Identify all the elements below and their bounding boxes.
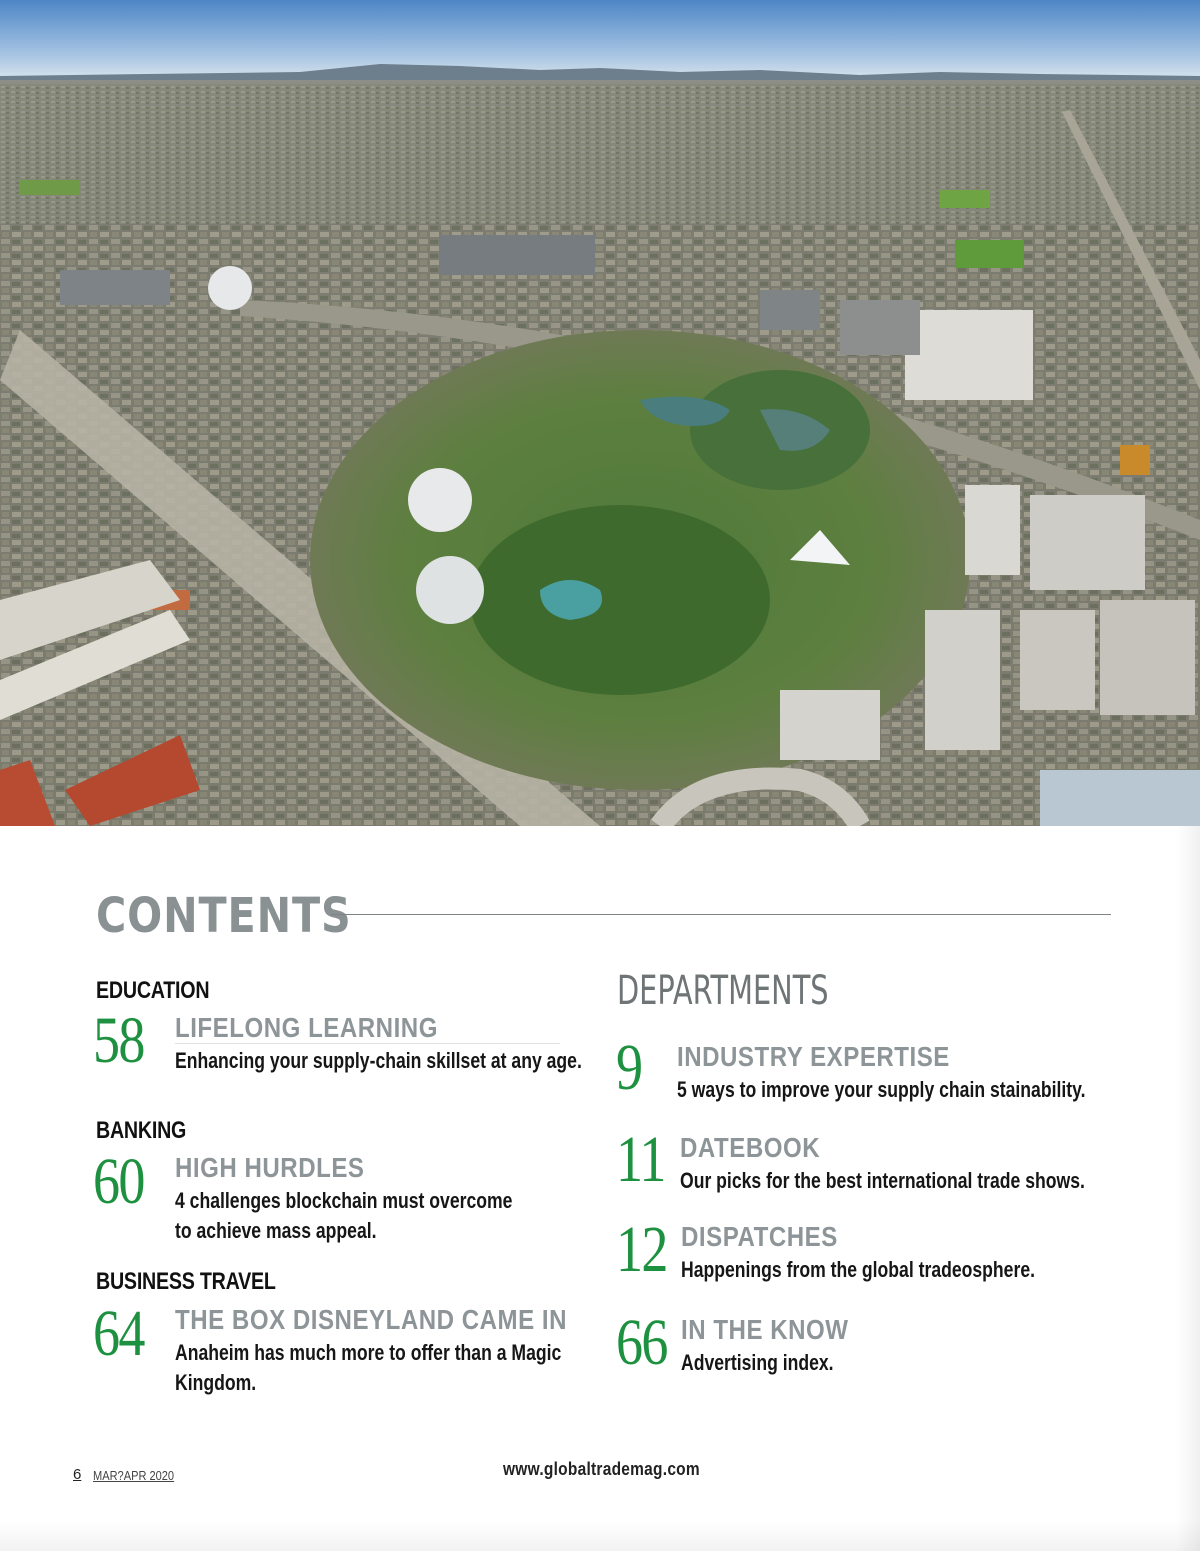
contents-heading: CONTENTS [96, 888, 352, 944]
footer-website-url[interactable]: www.globaltrademag.com [503, 1459, 700, 1479]
section-label-banking: BANKING [96, 1117, 187, 1144]
footer-issue-date: MAR?APR 2020 [93, 1468, 175, 1483]
section-label-business-travel: BUSINESS TRAVEL [96, 1268, 276, 1295]
section-label-education: EDUCATION [96, 977, 210, 1004]
contents-divider [331, 914, 1111, 915]
feature-desc-box-disneyland-line2: Kingdom. [175, 1370, 257, 1395]
feature-desc-box-disneyland-line1: Anaheim has much more to offer than a Magic [175, 1340, 562, 1365]
feature-title-lifelong-learning[interactable]: LIFELONG LEARNING [175, 1012, 438, 1043]
page-bottom-shadow [0, 1521, 1200, 1551]
feature-page-number-58: 58 [93, 1004, 144, 1077]
page-edge-shadow [1176, 826, 1200, 1551]
feature-title-box-disneyland[interactable]: THE BOX DISNEYLAND CAME IN [175, 1304, 568, 1335]
department-title-datebook[interactable]: DATEBOOK [680, 1132, 821, 1163]
feature-page-number-60: 60 [93, 1145, 144, 1218]
footer-page-number: 6 [73, 1466, 82, 1483]
department-desc-datebook: Our picks for the best international trade shows. [680, 1168, 1085, 1193]
department-desc-in-the-know: Advertising index. [681, 1350, 834, 1375]
department-desc-industry-expertise: 5 ways to improve your supply chain stainability. [677, 1077, 1086, 1102]
department-page-number-11: 11 [616, 1123, 665, 1196]
department-title-industry-expertise[interactable]: INDUSTRY EXPERTISE [677, 1041, 950, 1072]
department-title-in-the-know[interactable]: IN THE KNOW [681, 1314, 849, 1345]
department-page-number-12: 12 [616, 1213, 667, 1286]
department-title-dispatches[interactable]: DISPATCHES [681, 1221, 838, 1252]
department-desc-dispatches: Happenings from the global tradeosphere. [681, 1257, 1036, 1282]
feature-desc-high-hurdles-line1: 4 challenges blockchain must overcome [175, 1188, 513, 1213]
departments-heading: DEPARTMENTS [617, 968, 829, 1014]
feature-title-underline [175, 1043, 560, 1044]
feature-desc-lifelong-learning: Enhancing your supply-chain skillset at any age. [175, 1048, 582, 1073]
feature-title-high-hurdles[interactable]: HIGH HURDLES [175, 1152, 365, 1183]
feature-page-number-64: 64 [93, 1297, 144, 1370]
feature-desc-high-hurdles-line2: to achieve mass appeal. [175, 1218, 377, 1243]
department-page-number-66: 66 [616, 1306, 667, 1379]
department-page-number-9: 9 [616, 1031, 642, 1104]
